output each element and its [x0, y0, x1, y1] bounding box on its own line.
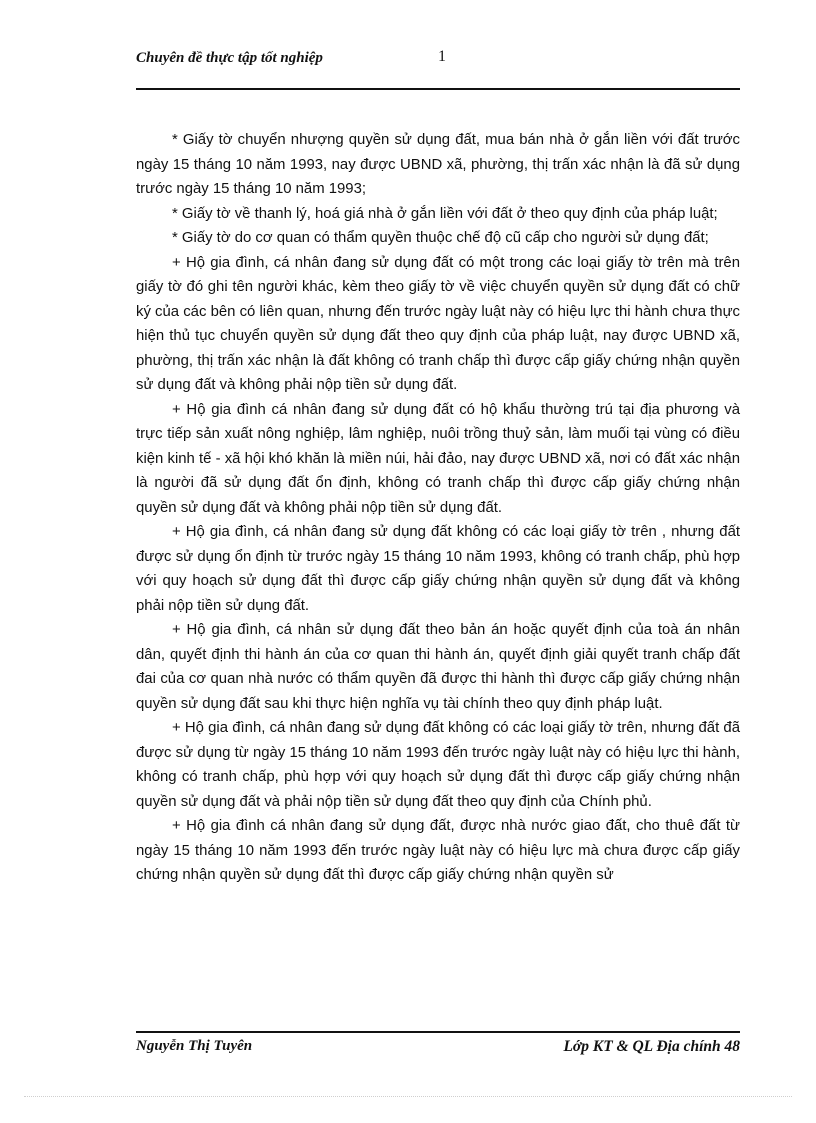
paragraph: + Hộ gia đình, cá nhân đang sử dụng đất không có các loại giấy tờ trên, nhưng đất đã được sử dụng từ ngày 15 tháng 10 năm 1993 đến trước ngày luật này có hiệu lực thi hành, không có tranh chấp, phù hợp với quy hoạch sử dụng đất thì được cấp giấy chứng nhận quyền sử dụng đất và phải nộp tiền sử dụng đất theo quy định của Chính phủ. — [136, 720, 740, 810]
page-footer — [136, 1038, 740, 1060]
document-body — [136, 128, 740, 888]
paragraph: + Hộ gia đình, cá nhân đang sử dụng đất có một trong các loại giấy tờ trên mà trên giấy tờ đó ghi tên người khác, kèm theo giấy tờ về việc chuyển quyền sử dụng đất có chữ ký của các bên có liên quan, nhưng đến trước ngày luật này có hiệu lực thi hành chưa thực hiện thủ tục chuyển quyền sử dụng đất theo quy định của pháp luật, nay được UBND xã, phường, thị trấn xác nhận là đất không có tranh chấp thì được cấp giấy chứng nhận quyền sử dụng đất và không phải nộp tiền sử dụng đất. — [136, 254, 740, 393]
paragraph: + Hộ gia đình, cá nhân đang sử dụng đất không có các loại giấy tờ trên , nhưng đất được sử dụng ổn định từ trước ngày 15 tháng 10 năm 1993, không có tranh chấp, phù hợp với quy hoạch sử dụng đất thì được cấp giấy chứng nhận quyền sử dụng đất và không phải nộp tiền sử dụng đất. — [136, 524, 740, 614]
page-header — [136, 48, 740, 72]
header-divider — [136, 88, 740, 90]
class-name: Lớp KT & QL Địa chính 48 — [563, 1038, 740, 1055]
paragraph: * Giấy tờ chuyển nhượng quyền sử dụng đất, mua bán nhà ở gắn liền với đất trước ngày 15 tháng 10 năm 1993, nay được UBND xã, phường, thị trấn xác nhận là đã sử dụng trước ngày 15 tháng 10 năm 1993; — [136, 132, 740, 197]
paragraph: + Hộ gia đình, cá nhân sử dụng đất theo bản án hoặc quyết định của toà án nhân dân, quyết định thi hành án của cơ quan thi hành án, quyết định giải quyết tranh chấp đất đai của cơ quan nhà nước có thẩm quyền đã được thi hành thì được cấp giấy chứng nhận quyền sử dụng đất sau khi thực hiện nghĩa vụ tài chính theo quy định pháp luật. — [136, 622, 740, 712]
footer-divider — [136, 1031, 740, 1033]
paragraph: * Giấy tờ do cơ quan có thẩm quyền thuộc chế độ cũ cấp cho người sử dụng đất; — [172, 230, 709, 246]
page-bottom-edge — [24, 1096, 792, 1097]
page-number: 1 — [438, 48, 446, 65]
paragraph: * Giấy tờ về thanh lý, hoá giá nhà ở gắn liền với đất ở theo quy định của pháp luật; — [172, 205, 718, 222]
document-title: Chuyên đề thực tập tốt nghiệp — [136, 50, 323, 66]
paragraph: + Hộ gia đình cá nhân đang sử dụng đất, được nhà nước giao đất, cho thuê đất từ ngày 15 tháng 10 năm 1993 đến trước ngày luật này có hiệu lực mà chưa được cấp giấy chứng nhận quyền sử dụng đất thì được cấp giấy chứng nhận quyền sử — [136, 818, 740, 883]
author-name: Nguyễn Thị Tuyên — [136, 1038, 253, 1054]
paragraph: + Hộ gia đình cá nhân đang sử dụng đất có hộ khẩu thường trú tại địa phương và trực tiếp sản xuất nông nghiệp, lâm nghiệp, nuôi trồng thuỷ sản, làm muối tại vùng có điều kiện kinh tế - xã hội khó khăn là miền núi, hải đảo, nay được UBND xã, nơi có đất xác nhận là người đã sử dụng đất ổn định, không có tranh chấp thì được cấp giấy chứng nhận quyền sử dụng đất và không phải nộp tiền sử dụng đất. — [136, 401, 740, 516]
